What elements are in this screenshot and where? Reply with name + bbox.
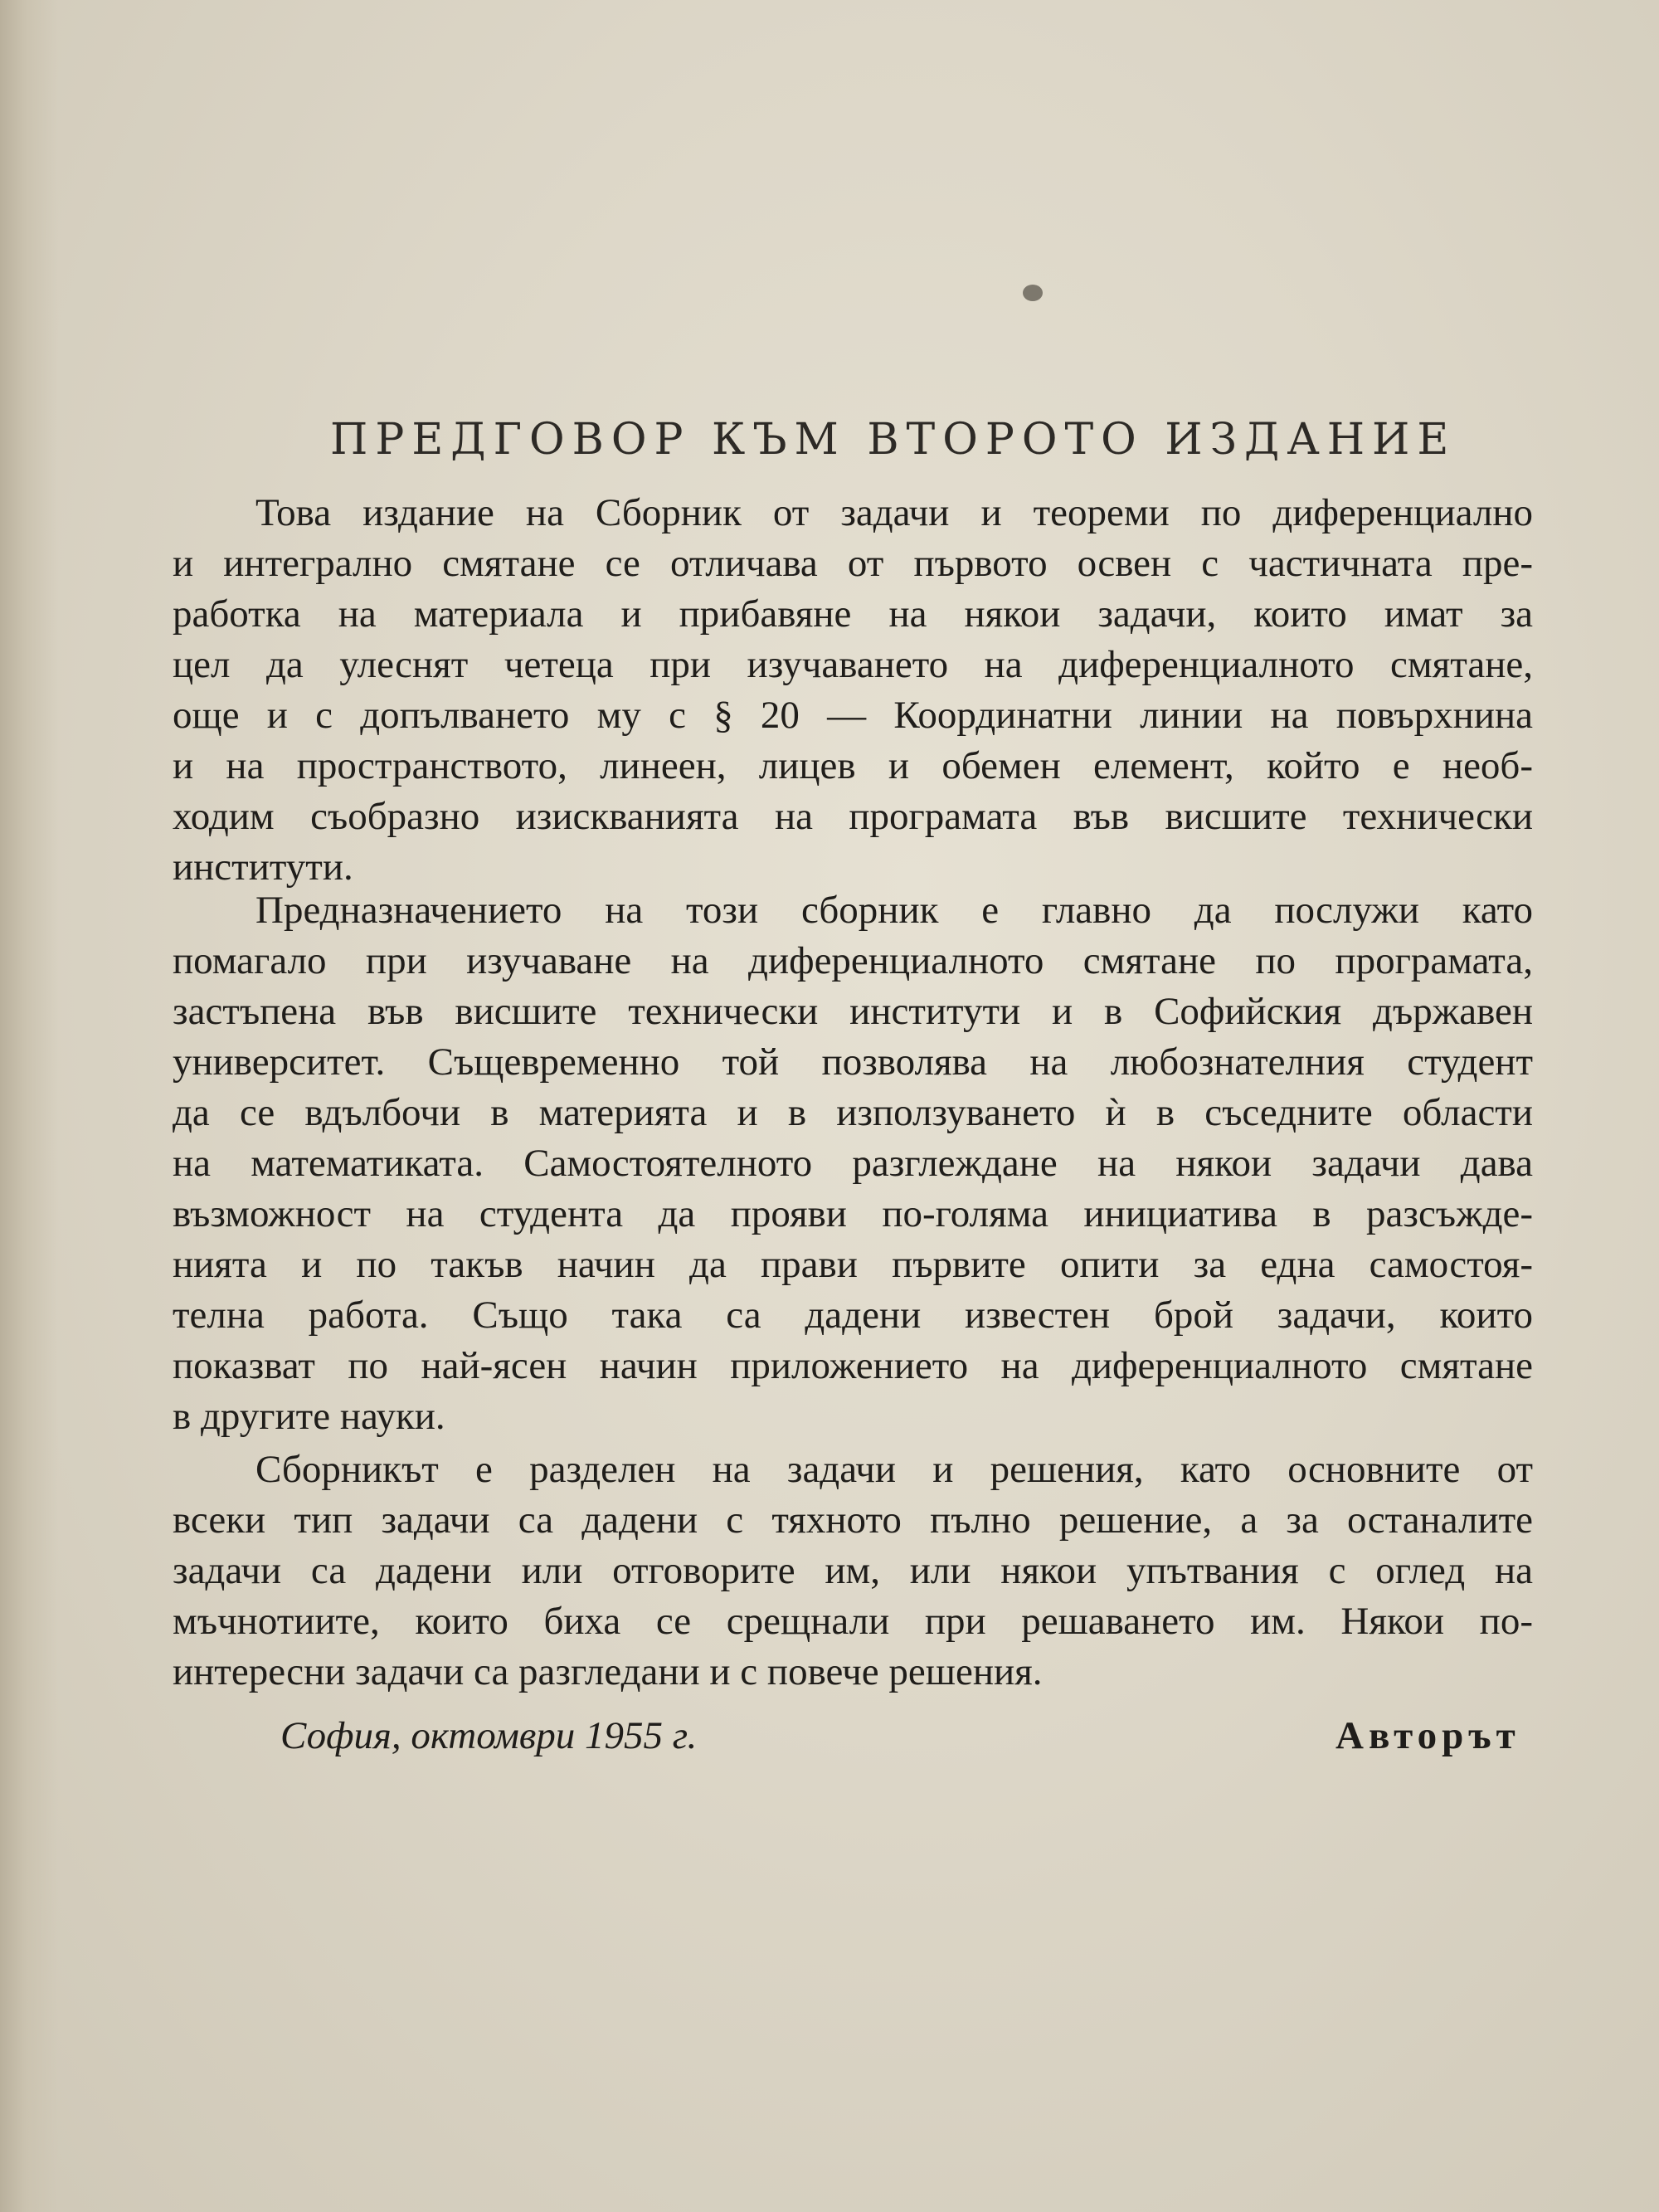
text-line: и интегрално смятане се отличава от първото освен с частичната пре- bbox=[173, 542, 1533, 585]
text-line: възможност на студента да прояви по-голяма инициатива в разсъжде- bbox=[173, 1192, 1533, 1235]
text-line: на математиката. Самостоятелното разглеждане на някои задачи дава bbox=[173, 1142, 1533, 1185]
text-line: и на пространството, линеен, лицев и обемен елемент, който е необ- bbox=[173, 744, 1533, 787]
text-line: Предназначението на този сборник е главно да послужи като bbox=[255, 889, 1533, 932]
text-line: институти. bbox=[173, 845, 353, 889]
page-gutter-shadow bbox=[0, 0, 58, 2212]
paragraph-1 bbox=[173, 488, 1533, 893]
page-heading: ПРЕДГОВОР КЪМ ВТОРОТО ИЗДАНИЕ bbox=[330, 415, 1457, 465]
text-line: застъпена във висшите технически институти и в Софийския държавен bbox=[173, 990, 1533, 1033]
paragraph-2 bbox=[173, 885, 1533, 1442]
text-line: да се вдълбочи в материята и в използуването ѝ в съседните области bbox=[173, 1091, 1533, 1134]
text-line: всеки тип задачи са дадени с тяхното пълно решение, а за останалите bbox=[173, 1498, 1533, 1542]
text-line: интересни задачи са разгледани и с повече решения. bbox=[173, 1650, 1043, 1693]
text-line: помагало при изучаване на диференциалното смятане по програмата, bbox=[173, 939, 1533, 982]
text-line: ходим съобразно изискванията на програмата във висшите технически bbox=[173, 795, 1533, 838]
text-line: цел да улеснят четеца при изучаването на диференциалното смятане, bbox=[173, 643, 1533, 686]
text-line: задачи са дадени или отговорите им, или някои упътвания с оглед на bbox=[173, 1549, 1533, 1592]
text-line: показват по най-ясен начин приложението на диференциалното смятане bbox=[173, 1344, 1533, 1387]
text-line: Сборникът е разделен на задачи и решения, като основните от bbox=[255, 1448, 1533, 1491]
text-line: Това издание на Сборник от задачи и теореми по диференциално bbox=[255, 491, 1533, 534]
text-line: мъчнотиите, които биха се срещнали при решаването им. Някои по- bbox=[173, 1600, 1533, 1643]
text-line: нията и по такъв начин да прави първите опити за една самостоя- bbox=[173, 1243, 1533, 1286]
paragraph-3 bbox=[173, 1445, 1533, 1698]
text-line: университет. Същевременно той позволява на любознателния студент bbox=[173, 1040, 1533, 1084]
text-line: още и с допълването му с § 20 — Координатни линии на повърхнина bbox=[173, 694, 1533, 737]
author-signature: Авторът bbox=[1335, 1714, 1520, 1757]
text-line: телна работа. Също така са дадени известен брой задачи, които bbox=[173, 1294, 1533, 1337]
text-line: в другите науки. bbox=[173, 1395, 445, 1438]
place-and-date: София, октомври 1955 г. bbox=[280, 1714, 698, 1757]
ink-speck bbox=[1023, 285, 1043, 301]
text-line: работка на материала и прибавяне на някои задачи, които имат за bbox=[173, 592, 1533, 636]
